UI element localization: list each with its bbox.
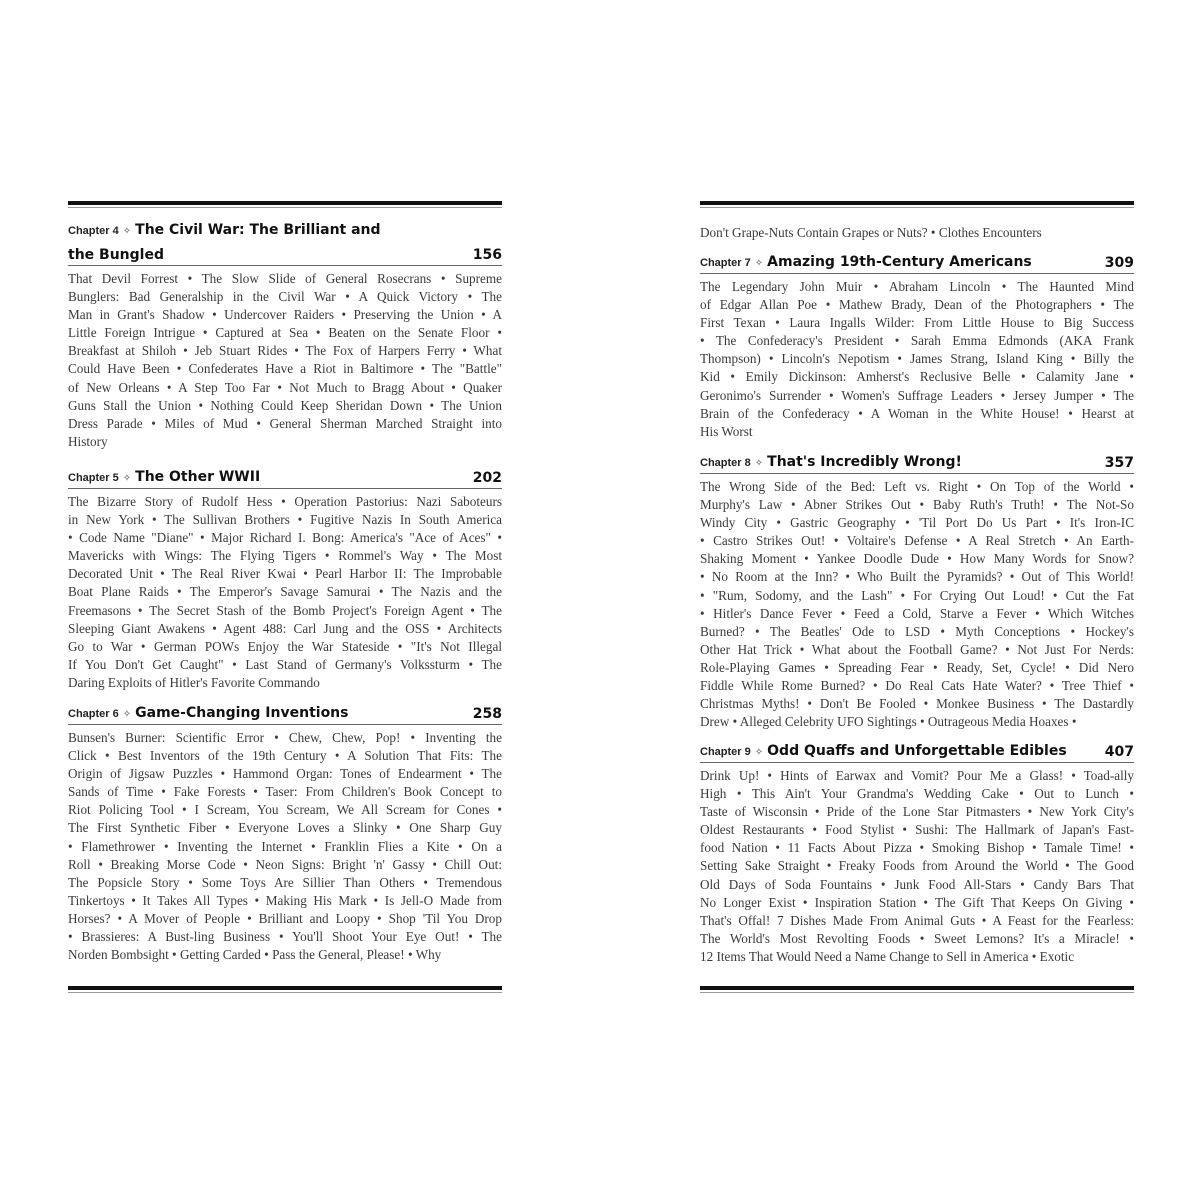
topic-line: Sands of Time • Fake Forests • Taser: From Children's Book Concept to [68, 784, 502, 800]
topic-line: Kid • Emily Dickinson: Amherst's Reclusive Belle • Calamity Jane • [700, 369, 1134, 385]
topic-line: Drew • Alleged Celebrity UFO Sightings • Outrageous Media Hoaxes • [700, 714, 1077, 730]
topic-line: Old Days of Soda Fountains • Junk Food All-Stars • Candy Bars That [700, 876, 1134, 892]
topic-line: That Devil Forrest • The Slow Slide of General Rosecrans • Supreme [68, 271, 502, 286]
topic-line: of Edgar Allan Poe • Mathew Brady, Dean of the Photographers • The [700, 297, 1134, 313]
chapter-topics [68, 489, 502, 692]
topic-line: Dress Parade • Miles of Mud • General Sherman Marched Straight into [68, 415, 502, 431]
topic-line: Could Have Been • Confederates Have a Riot in Baltimore • The "Battle" [68, 361, 502, 377]
chapter-heading-left [700, 453, 962, 471]
topic-line: History [68, 433, 108, 449]
diamond-ornament-icon: ✧ [754, 458, 764, 469]
top-rule [700, 201, 1134, 205]
topic-line: Tinkertoys • It Takes All Types • Making His Mark • Is Jell-O Made from [68, 892, 502, 908]
topic-line: Sleeping Giant Awakens • Agent 488: Carl Jung and the OSS • Architects [68, 620, 502, 636]
topic-line: • Code Name "Diane" • Major Richard I. Bong: America's "Ace of Aces" • [68, 530, 502, 546]
right-page [700, 0, 1134, 1200]
chapter-label: Chapter 7 [700, 257, 751, 269]
topic-line: • Castro Strikes Out! • Voltaire's Defense • A Real Stretch • An Earth- [700, 533, 1134, 549]
topic-line: Breakfast at Shiloh • Jeb Stuart Rides • The Fox of Harpers Ferry • What [68, 343, 502, 359]
topic-line: Little Foreign Intrigue • Captured at Sea • Beaten on the Senate Floor • [68, 325, 502, 341]
topic-line: • The Confederacy's President • Sarah Emma Edmonds (AKA Frank [700, 333, 1134, 349]
chapter-heading [700, 737, 1134, 763]
topic-line: Daring Exploits of Hitler's Favorite Commando [68, 674, 320, 690]
topic-line: Fiddle While Rome Burned? • Do Real Cats Hate Water? • Tree Thief • [700, 678, 1134, 694]
heading-row [68, 214, 502, 239]
chapter-title: That's Incredibly Wrong! [767, 454, 962, 470]
topic-line: His Worst [700, 423, 753, 439]
topic-line: Role-Playing Games • Spreading Fear • Ready, Set, Cycle! • Did Nero [700, 659, 1134, 675]
topic-line: Bunglers: Bad Generalship in the Civil War • A Quick Victory • The [68, 289, 502, 305]
topic-line: Other Hat Trick • What about the Football Game? • Not Just For Nerds: [700, 641, 1134, 657]
chapter-topics [68, 725, 502, 964]
topic-line: Origin of Jigsaw Puzzles • Hammond Organ: Tones of Endearment • The [68, 766, 502, 782]
chapter-topics [68, 266, 502, 451]
topic-line: Geronimo's Surrender • Women's Suffrage Leaders • Jersey Jumper • The [700, 387, 1134, 403]
topic-line: Taste of Wisconsin • Pride of the Lone Star Pitmasters • New York City's [700, 804, 1134, 820]
topic-line: • "Rum, Sodomy, and the Lash" • For Crying Out Loud! • Cut the Fat [700, 587, 1134, 603]
topic-line: The World's Most Revolting Foods • Sweet Lemons? It's a Miracle! • [700, 930, 1134, 946]
topic-line: Setting Sake Straight • Freaky Foods from Around the World • The Good [700, 858, 1134, 874]
chapter-heading-left [700, 253, 1032, 271]
topic-line: Freemasons • The Secret Stash of the Bomb Project's Foreign Agent • The [68, 602, 502, 618]
topic-line: Go to War • German POWs Enjoy the War Stateside • "It's Not Illegal [68, 638, 502, 654]
topic-line: Roll • Breaking Morse Code • Neon Signs: Bright 'n' Gassy • Chill Out: [68, 856, 502, 872]
chapter-label: Chapter 9 [700, 746, 751, 758]
topic-line: Thompson) • Lincoln's Nepotism • James Strang, Island King • Billy the [700, 351, 1134, 367]
topic-line: The First Synthetic Fiber • Everyone Loves a Slinky • One Sharp Guy [68, 820, 502, 836]
topic-line: The Wrong Side of the Bed: Left vs. Right • On Top of the World • [700, 479, 1134, 494]
bottom-rule [68, 986, 502, 990]
heading-row [68, 239, 502, 264]
topic-line: Drink Up! • Hints of Earwax and Vomit? Pour Me a Glass! • Toad-ally [700, 768, 1134, 783]
topic-line: • Flamethrower • Inventing the Internet • Franklin Flies a Kite • On a [68, 838, 502, 854]
topic-line: Norden Bombsight • Getting Carded • Pass the General, Please! • Why [68, 947, 442, 963]
topic-line: • Hitler's Dance Fever • Feed a Cold, Starve a Fever • Which Witches [700, 605, 1134, 621]
topic-line: food Nation • 11 Facts About Pizza • Smoking Bishop • Tamale Time! • [700, 840, 1134, 856]
diamond-ornament-icon: ✧ [754, 258, 764, 269]
chapter-label: Chapter 8 [700, 457, 751, 469]
chapter-heading-left [68, 221, 381, 239]
diamond-ornament-icon: ✧ [754, 747, 764, 758]
topic-line: Windy City • Gastric Geography • 'Til Port Do Us Part • It's Iron-IC [700, 515, 1134, 531]
topic-line: Mavericks with Wings: The Flying Tigers • Rommel's Way • The Most [68, 548, 502, 564]
topic-line: • Brassieres: A Bust-ling Business • You'll Shoot Your Eye Out! • The [68, 929, 502, 945]
topic-line: Boat Plane Raids • The Emperor's Savage Samurai • The Nazis and the [68, 584, 502, 600]
topic-line: Burned? • The Beatles' Ode to LSD • Myth Conceptions • Hockey's [700, 623, 1134, 639]
diamond-ornament-icon: ✧ [122, 473, 132, 484]
chapter-entry [700, 448, 1134, 731]
topic-line: of New Orleans • A Step Too Far • Not Much to Bragg About • Quaker [68, 379, 502, 395]
topic-line: The Legendary John Muir • Abraham Lincoln • The Haunted Mind [700, 279, 1134, 294]
topic-line: Riot Policing Tool • I Scream, You Scream, We All Scream for Cones • [68, 802, 502, 818]
topic-line: Christmas Myths! • Don't Be Fooled • Monkee Business • The Dastardly [700, 696, 1134, 712]
topic-line: Brain of the Confederacy • A Woman in the White House! • Hearst at [700, 405, 1134, 421]
chapter-title-continued: the Bungled [68, 247, 164, 263]
topic-line: First Texan • Laura Ingalls Wilder: From Little House to Big Success [700, 315, 1134, 331]
chapter-heading [700, 448, 1134, 474]
diamond-ornament-icon: ✧ [122, 709, 132, 720]
chapter-entry [68, 699, 502, 964]
top-rule [68, 201, 502, 205]
topic-line: The Bizarre Story of Rudolf Hess • Operation Pastorius: Nazi Saboteurs [68, 494, 502, 509]
chapter-title: The Civil War: The Brilliant and [135, 221, 381, 238]
chapter-page-number: 309 [1104, 255, 1134, 271]
chapter-heading [700, 248, 1134, 274]
topic-line: The Popsicle Story • Some Toys Are Sillier Than Others • Tremendous [68, 874, 502, 890]
chapter-topics [700, 274, 1134, 441]
diamond-ornament-icon: ✧ [122, 225, 132, 237]
chapter-label: Chapter 5 [68, 472, 119, 484]
chapter-title: Amazing 19th-Century Americans [767, 254, 1032, 270]
chapter-page-number: 407 [1104, 744, 1134, 760]
topic-line: Horses? • A Mover of People • Brilliant and Loopy • Shop 'Til You Drop [68, 910, 502, 926]
topic-line: Man in Grant's Shadow • Undercover Raiders • Preserving the Union • A [68, 307, 502, 323]
chapter-page-number: 202 [472, 470, 502, 486]
chapter-page-number: 357 [1104, 455, 1134, 471]
continuation-line: Don't Grape-Nuts Contain Grapes or Nuts? • Clothes Encounters [700, 225, 1042, 240]
topic-line: No Longer Exist • Inspiration Station • The Gift That Keeps On Giving • [700, 894, 1134, 910]
chapter-topics [700, 763, 1134, 966]
chapter-page-number: 258 [472, 706, 502, 722]
chapter-heading [68, 463, 502, 489]
chapter-entry [700, 737, 1134, 966]
topic-line: Shaking Moment • Yankee Doodle Dude • How Many Words for Snow? [700, 551, 1134, 567]
chapter-heading-left [700, 742, 1067, 760]
topic-line: Bunsen's Burner: Scientific Error • Chew, Chew, Pop! • Inventing the [68, 730, 502, 745]
chapter-page-number: 156 [472, 247, 502, 263]
chapter-title: The Other WWII [135, 469, 261, 485]
topic-line: 12 Items That Would Need a Name Change to Sell in America • Exotic [700, 948, 1075, 964]
chapter-title: Game-Changing Inventions [135, 705, 349, 721]
topic-line: Murphy's Law • Abner Strikes Out • Baby Ruth's Truth! • The Not-So [700, 497, 1134, 513]
topic-line: Decorated Unit • The Real River Kwai • Pearl Harbor II: The Improbable [68, 566, 502, 582]
chapter-label: Chapter 4 [68, 224, 119, 237]
topic-line: Click • Best Inventors of the 19th Century • A Solution That Fits: The [68, 748, 502, 764]
chapter-heading [68, 699, 502, 725]
topic-line: • No Room at the Inn? • Who Built the Pyramids? • Out of This World! [700, 569, 1134, 585]
chapter-heading [68, 214, 502, 266]
topic-line: If You Don't Get Caught" • Last Stand of Germany's Volkssturm • The [68, 656, 502, 672]
chapter-entry [68, 214, 502, 451]
topic-line: in New York • The Sullivan Brothers • Fugitive Nazis In South America [68, 512, 502, 528]
chapter-entry [68, 463, 502, 692]
chapter-heading-left [68, 704, 348, 722]
left-page [68, 0, 502, 1200]
chapter-entry [700, 248, 1134, 441]
chapter-topics [700, 474, 1134, 731]
topic-line: Oldest Restaurants • Food Stylist • Sushi: The Hallmark of Japan's Fast- [700, 822, 1134, 838]
chapter-title: Odd Quaffs and Unforgettable Edibles [767, 743, 1067, 759]
topic-line: Guns Stall the Union • Nothing Could Keep Sheridan Down • The Union [68, 397, 502, 413]
continuation-section [700, 224, 1134, 242]
bottom-rule [700, 986, 1134, 990]
chapter-label: Chapter 6 [68, 708, 119, 720]
chapter-heading-left [68, 468, 260, 486]
topic-line: High • This Ain't Your Grandma's Wedding Cake • Out to Lunch • [700, 786, 1134, 802]
topic-line: That's Offal! 7 Dishes Made From Animal Guts • A Feast for the Fearless: [700, 912, 1134, 928]
